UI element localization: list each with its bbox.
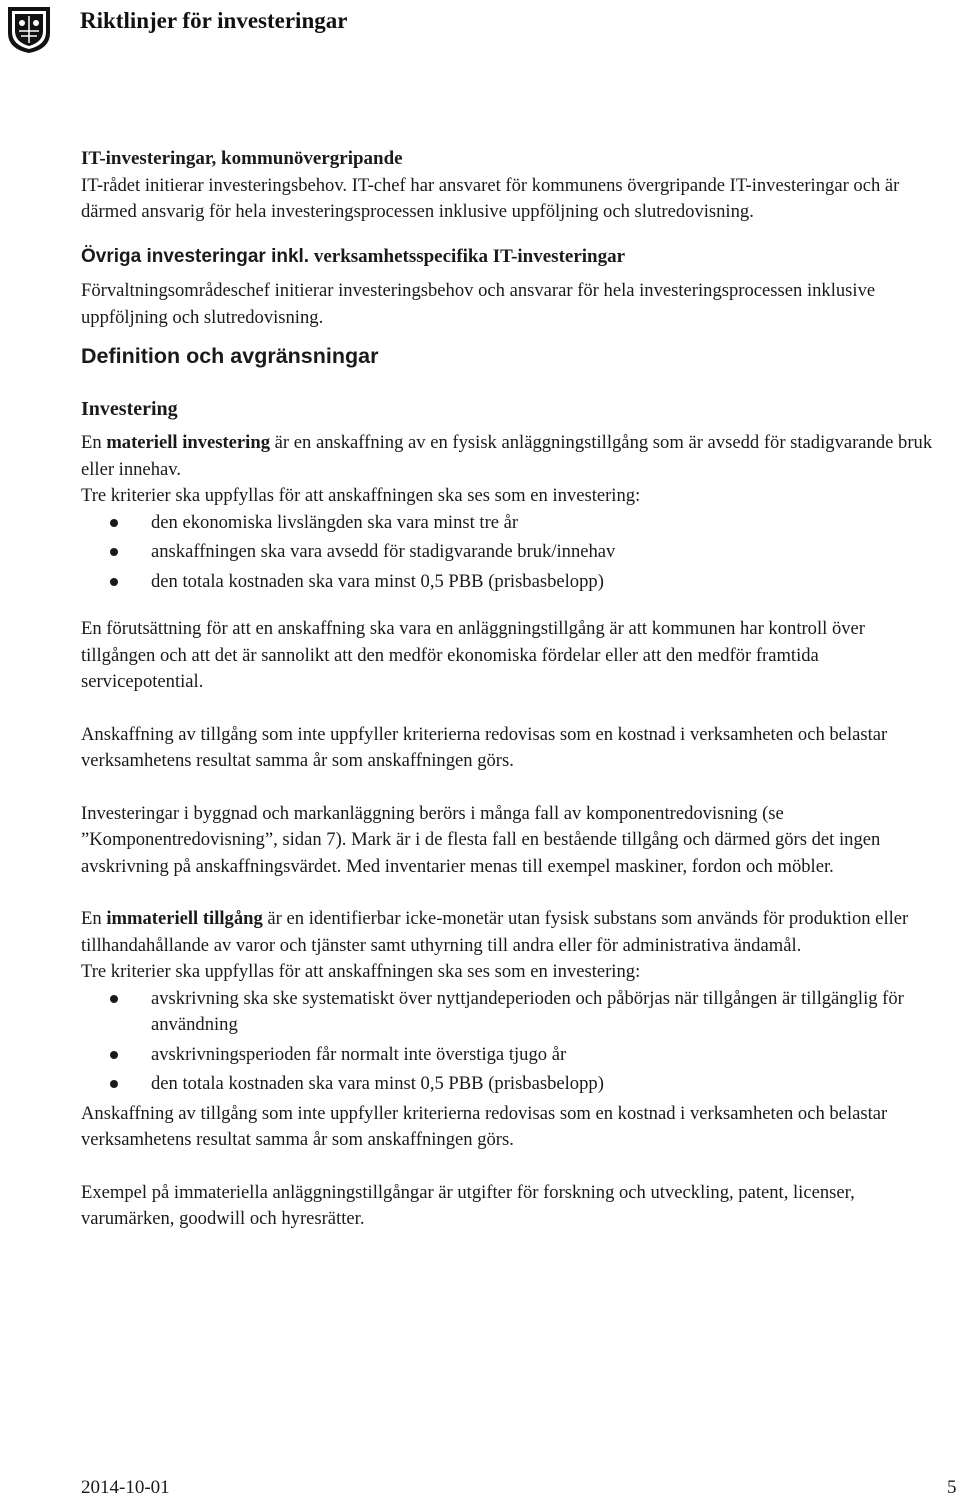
document-body: [81, 146, 936, 1233]
list-item: avskrivningsperioden får normalt inte överstiga tjugo år: [81, 1042, 936, 1069]
immateriell-term: immateriell tillgång: [106, 908, 263, 929]
paragraph-ovriga: Förvaltningsområdeschef initierar investeringsbehov och ansvarar för hela investeringsprocessen inklusive uppföljning och slutredovisning.: [81, 280, 876, 328]
paragraph-anskaffning-2: Anskaffning av tillgång som inte uppfyller kriterierna redovisas som en kostnad i verksamheten och belastar verksamhetens resultat samma år som anskaffningen görs.: [81, 1102, 888, 1150]
paragraph-anskaffning: Anskaffning av tillgång som inte uppfyller kriterierna redovisas som en kostnad i verksamheten och belastar verksamhetens resultat samma år som anskaffningen görs.: [81, 723, 888, 771]
heading-ovriga-part2: verksamhetsspecifika IT-investeringar: [309, 245, 626, 267]
section-heading-ovriga: [81, 244, 936, 271]
page-number: 5: [947, 1477, 957, 1498]
section-heading-definition: Definition och avgränsningar: [81, 344, 379, 368]
materiell-suffix: är en anskaffning av en fysisk anläggningstillgång som är avsedd för stadigvarande bruk eller innehav.: [81, 432, 933, 480]
immateriell-prefix: En: [81, 908, 107, 929]
list-item: den totala kostnaden ska vara minst 0,5 PBB (prisbasbelopp): [81, 569, 936, 596]
section-heading-investering: Investering: [81, 397, 178, 420]
list-item: anskaffningen ska vara avsedd för stadigvarande bruk/innehav: [81, 539, 936, 566]
page-header: [0, 0, 960, 60]
section-heading-it-kommun: IT-investeringar, kommunövergripande: [81, 148, 403, 169]
paragraph-byggnad: Investeringar i byggnad och markanläggning berörs i många fall av komponentredovisning (se ”Komponentredovisning”, sidan 7). Mark är i de flesta fall en bestående tillgång och därmed görs det ingen avskrivning på anskaffningsvärdet. Med inventarier menas till exempel maskiner, fordon och möbler.: [81, 802, 881, 877]
paragraph-forutsattning: En förutsättning för att en anskaffning ska vara en anläggningstillgång är att kommunen har kontroll över tillgången och att det är sannolikt att den medför ekonomiska fördelar eller att den medför framtida servicepotential.: [81, 618, 865, 692]
criteria2-list: [81, 986, 936, 1098]
header-title: Riktlinjer för investeringar: [80, 8, 348, 33]
criteria2-intro: Tre kriterier ska uppfyllas för att anskaffningen ska ses som en investering:: [81, 961, 641, 982]
list-item: den totala kostnaden ska vara minst 0,5 PBB (prisbasbelopp): [81, 1071, 936, 1098]
paragraph-it-kommun: IT-rådet initierar investeringsbehov. IT-chef har ansvaret för kommunens övergripande IT-investeringar och är därmed ansvarig för hela investeringsprocessen inklusive uppföljning och slutredovisning.: [81, 174, 900, 222]
materiell-term: materiell investering: [106, 432, 270, 453]
heading-ovriga-part1: Övriga investeringar inkl.: [81, 245, 310, 267]
list-item: den ekonomiska livslängden ska vara minst tre år: [81, 510, 936, 537]
paragraph-materiell: [81, 430, 936, 483]
paragraph-exempel: Exempel på immateriella anläggningstillgångar är utgifter för forskning och utveckling, patent, licenser, varumärken, goodwill och hyresrätter.: [81, 1181, 855, 1229]
municipal-crest-icon: [5, 3, 53, 55]
criteria-list: [81, 510, 936, 596]
criteria-intro: Tre kriterier ska uppfyllas för att anskaffningen ska ses som en investering:: [81, 485, 641, 506]
materiell-prefix: En: [81, 432, 107, 453]
list-item: avskrivning ska ske systematiskt över nyttjandeperioden och påbörjas när tillgången är tillgänglig för användning: [81, 986, 936, 1039]
paragraph-immateriell: [81, 906, 936, 959]
footer-date: 2014-10-01: [81, 1477, 170, 1498]
immateriell-suffix: är en identifierbar icke-monetär utan fysisk substans som används för produktion eller tillhandahållande av varor och tjänster samt uthyrning till andra eller för administrativa ändamål.: [81, 908, 909, 956]
